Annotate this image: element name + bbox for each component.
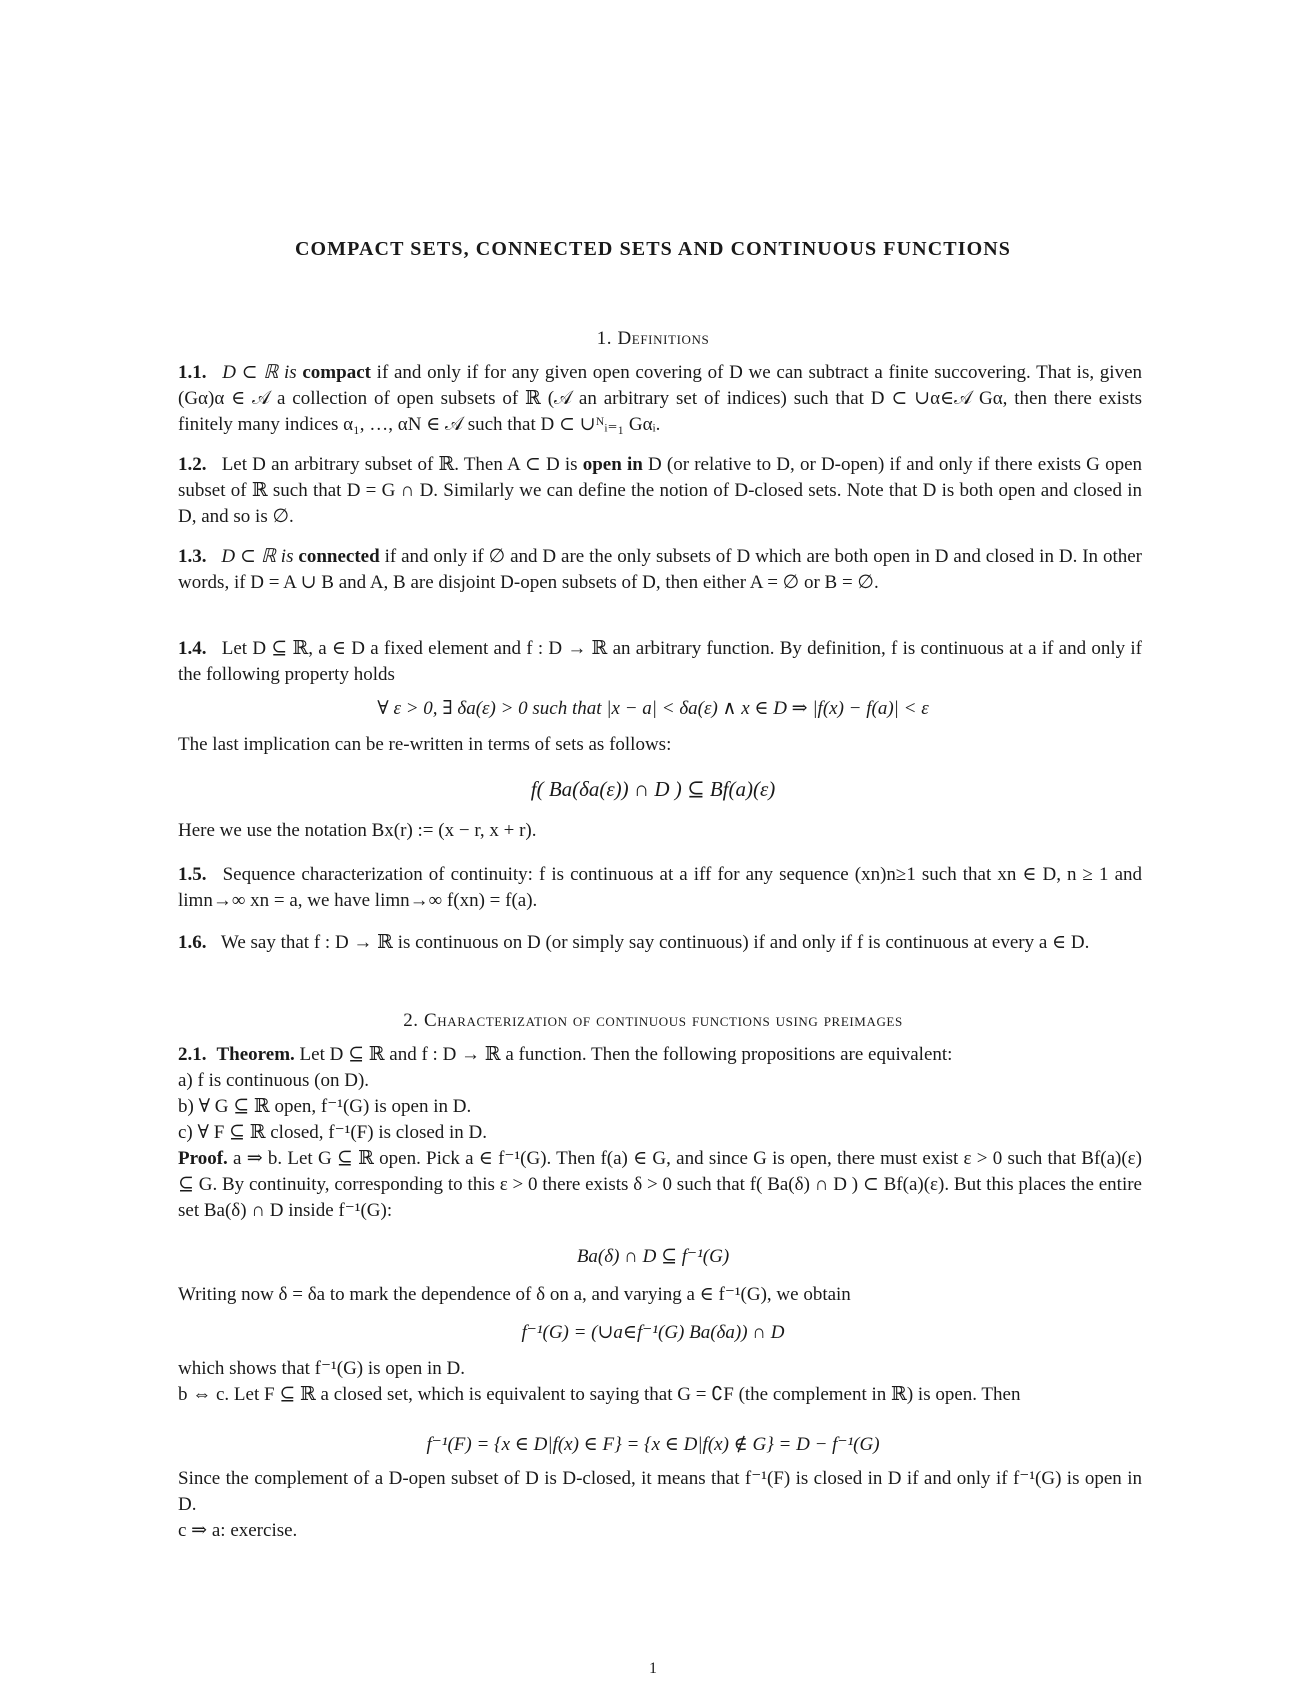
- definition-number: 1.6.: [178, 932, 207, 953]
- paragraph: [178, 732, 1142, 758]
- theorem-item-a: a) f is continuous (on D).: [178, 1070, 370, 1091]
- proof-formula-2: f⁻¹(G) = (∪a∈f⁻¹(G) Ba(δa)) ∩ D: [521, 1322, 785, 1343]
- theorem-number: 2.1.: [178, 1044, 207, 1065]
- continuity-formula: ∀ ε > 0, ∃ δa(ε) > 0 such that |x − a| < δa(ε) ∧ x ∈ D ⇒ |f(x) − f(a)| < ε: [377, 698, 929, 719]
- paragraph: [178, 1282, 1142, 1308]
- proof-formula-1: Ba(δ) ∩ D ⊆ f⁻¹(G): [576, 1246, 730, 1267]
- definition-lead: D ⊂ ℝ is: [221, 546, 294, 567]
- definition-text: Sequence characterization of continuity: f is continuous at a iff for any sequence (xn)n≥1 such that xn ∈ D, n ≥ 1 and limn→∞ xn = a, we have limn→∞ f(xn) = f(a).: [178, 864, 1143, 911]
- definition-1-1: [178, 360, 1142, 438]
- definition-number: 1.3.: [178, 546, 207, 567]
- defined-term: open in: [582, 454, 643, 475]
- definition-text: Let D ⊆ ℝ, a ∈ D a fixed element and f : D → ℝ an arbitrary function. By definition, f is continuous at a if and only if the following property holds: [178, 638, 1142, 685]
- paragraph: [178, 1466, 1142, 1544]
- definition-text: if and only if for any given open covering of D we can subtract a finite succovering. That is, given (Gα)α ∈ 𝒜 a collection of open subsets of ℝ (𝒜 an arbitrary set of indices) such that D ⊂ ∪α∈𝒜 Gα, then there exists finitely many indices α₁, …, αN ∈ 𝒜 such that D ⊂ ∪ᴺᵢ₌₁ Gαᵢ.: [178, 362, 1143, 435]
- proof: [178, 1146, 1142, 1224]
- paragraph-text: which shows that f⁻¹(G) is open in D.: [178, 1358, 465, 1379]
- paragraph-text: b ⇔ c. Let F ⊆ ℝ a closed set, which is equivalent to saying that G = ∁F (the complement in ℝ) is open. Then: [178, 1384, 1021, 1405]
- theorem-item-b: b) ∀ G ⊆ ℝ open, f⁻¹(G) is open in D.: [178, 1096, 472, 1117]
- proof-formula-3: f⁻¹(F) = {x ∈ D|f(x) ∈ F} = {x ∈ D|f(x) ∉ G} = D − f⁻¹(G): [426, 1434, 880, 1455]
- theorem-text: Let D ⊆ ℝ and f : D → ℝ a function. Then the following propositions are equivalent:: [299, 1044, 953, 1065]
- definition-number: 1.1.: [178, 362, 207, 383]
- section-2-heading: 2. Characterization of continuous functions using preimages: [403, 1010, 903, 1031]
- paragraph: [178, 1356, 1142, 1408]
- paragraph: [178, 818, 1142, 844]
- section-1-heading: 1. Definitions: [596, 328, 710, 349]
- definition-lead: D ⊂ ℝ is: [222, 362, 297, 383]
- paragraph-text: Since the complement of a D-open subset of D is D-closed, it means that f⁻¹(F) is closed in D if and only if f⁻¹(G) is open in D.: [178, 1468, 1142, 1515]
- proof-text: a ⇒ b. Let G ⊆ ℝ open. Pick a ∈ f⁻¹(G). Then f(a) ∈ G, and since G is open, there must exist ε > 0 such that Bf(a)(ε) ⊆ G. By continuity, corresponding to this ε > 0 there exists δ > 0 such that f( Ba(δ) ∩ D ) ⊂ Bf(a)(ε). But this places the entire set Ba(δ) ∩ D inside f⁻¹(G):: [178, 1148, 1142, 1221]
- defined-term: connected: [298, 546, 380, 567]
- definition-1-5: [178, 862, 1142, 914]
- defined-term: compact: [302, 362, 371, 383]
- paragraph-text: Writing now δ = δa to mark the dependence of δ on a, and varying a ∈ f⁻¹(G), we obtain: [178, 1284, 851, 1305]
- definition-number: 1.2.: [178, 454, 207, 475]
- definition-text: D (or relative to D, or D-open) if and only if there exists G open subset of ℝ such that D = G ∩ D. Similarly we can define the notion of D-closed sets. Note that D is both open and closed in D, and so is ∅.: [178, 454, 1143, 527]
- paragraph-text: c ⇒ a: exercise.: [178, 1520, 298, 1541]
- definition-number: 1.5.: [178, 864, 207, 885]
- definition-text: if and only if ∅ and D are the only subsets of D which are both open in D and closed in D. In other words, if D = A ∪ B and A, B are disjoint D-open subsets of D, then either A = ∅ or B = ∅.: [178, 546, 1142, 593]
- definition-text: We say that f : D → ℝ is continuous on D (or simply say continuous) if and only if f is continuous at every a ∈ D.: [220, 932, 1090, 953]
- theorem-2-1: [178, 1042, 1142, 1146]
- definition-1-4: [178, 636, 1142, 688]
- page-number: 1: [649, 1660, 657, 1677]
- theorem-label: Theorem.: [216, 1044, 295, 1065]
- document-title: COMPACT SETS, CONNECTED SETS AND CONTINUOUS FUNCTIONS: [294, 238, 1011, 260]
- paragraph-text: Here we use the notation Bx(r) := (x − r, x + r).: [178, 820, 537, 841]
- definition-1-2: [178, 452, 1142, 530]
- set-inclusion-formula: f( Ba(δa(ε)) ∩ D ) ⊆ Bf(a)(ε): [530, 777, 776, 801]
- definition-number: 1.4.: [178, 638, 207, 659]
- definition-lead: Let D an arbitrary subset of ℝ. Then A ⊂ D is: [221, 454, 578, 475]
- paragraph-text: The last implication can be re-written in terms of sets as follows:: [178, 734, 672, 755]
- theorem-item-c: c) ∀ F ⊆ ℝ closed, f⁻¹(F) is closed in D.: [178, 1122, 488, 1143]
- definition-1-3: [178, 544, 1142, 596]
- proof-label: Proof.: [178, 1148, 228, 1169]
- definition-1-6: [178, 930, 1142, 956]
